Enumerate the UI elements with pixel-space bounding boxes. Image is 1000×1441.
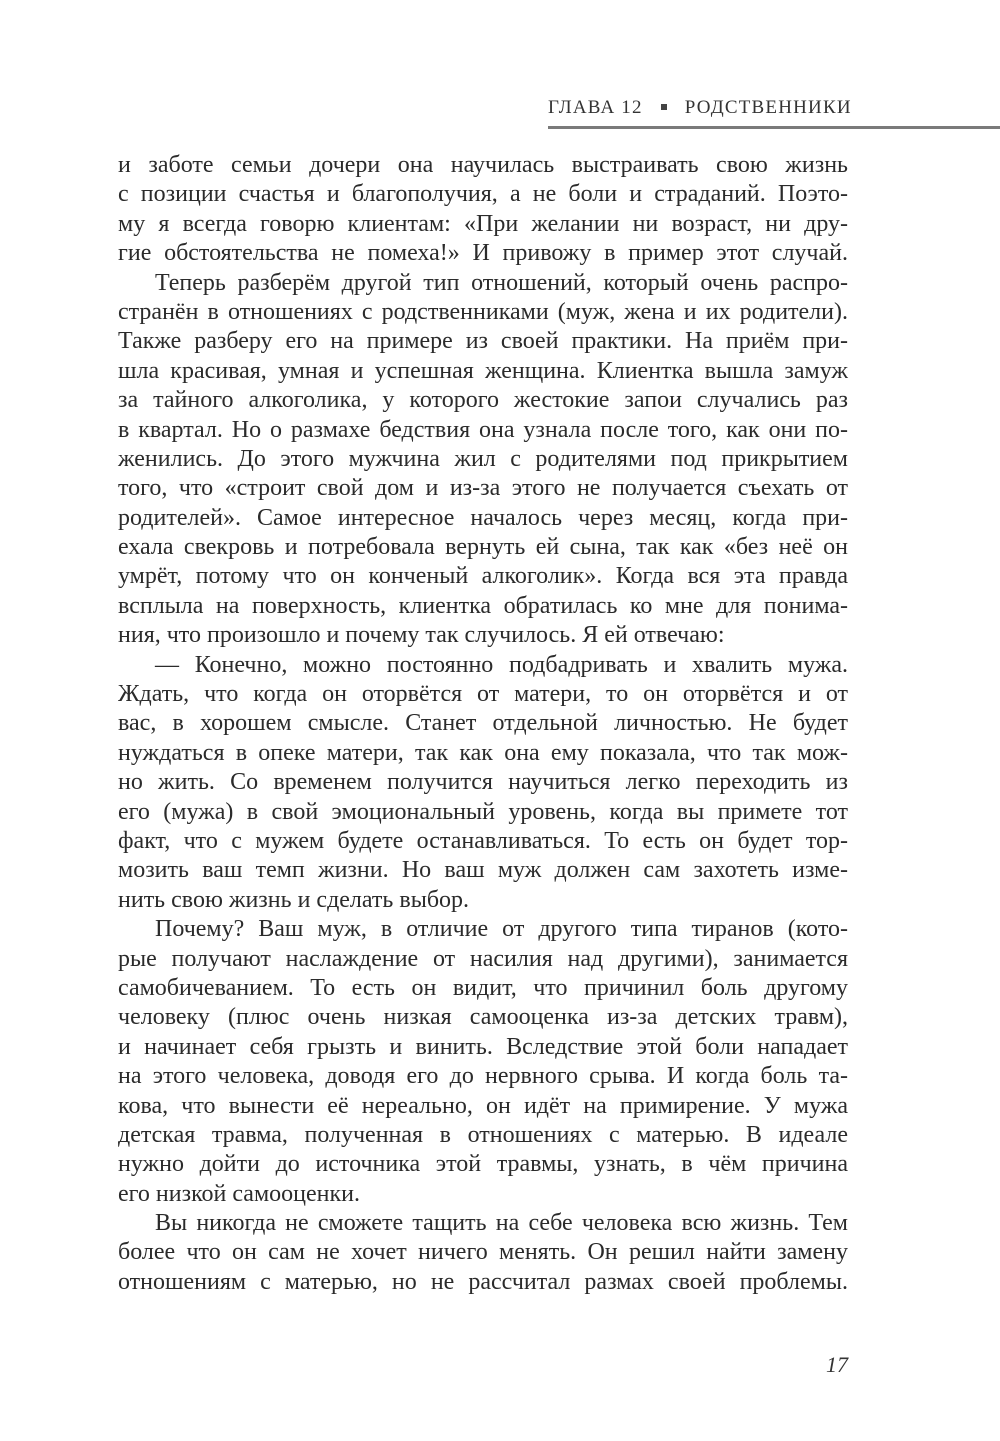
text-line: того, что «строит свой дом и из-за этого не получается съехать от [118,475,848,502]
text-line: ехала свекровь и потребовала вернуть ей сына, так как «без неё он [118,534,848,561]
text-line: Теперь разберём другой тип отношений, который очень распро- [155,269,848,296]
text-line: его (мужа) в свой эмоциональный уровень, когда вы примете тот [118,798,848,825]
text-line: нуждаться в опеке матери, так как она ему показала, что так мож- [118,739,848,766]
text-line: его низкой самооценки. [118,1180,360,1207]
text-line: нить свою жизнь и сделать выбор. [118,886,470,913]
text-line: умрёт, потому что он конченый алкоголик». Когда вся эта правда [118,563,848,590]
text-line: Вы никогда не сможете тащить на себе человека всю жизнь. Тем [155,1210,848,1237]
text-line: — Конечно, можно постоянно подбадривать и хвалить мужа. [155,651,848,678]
text-line: му я всегда говорю клиентам: «При желании ни возраст, ни дру- [118,210,848,237]
text-line: гие обстоятельства не помеха!» И привожу в пример этот случай. [118,240,848,267]
text-line: отношениям с матерью, но не рассчитал размах своей проблемы. [118,1268,848,1295]
text-line: на этого человека, доводя его до нервного срыва. И когда боль та- [118,1063,848,1090]
text-line: женились. До этого мужчина жил с родителями под прикрытием [118,445,848,472]
text-line: мозить ваш темп жизни. Но ваш муж должен сам захотеть изме- [118,857,848,884]
text-line: факт, что с мужем будете останавливаться. То есть он будет тор- [118,827,848,854]
text-line: странён в отношениях с родственниками (муж, жена и их родители). [118,298,848,325]
text-line: детская травма, полученная в отношениях с матерью. В идеале [118,1121,848,1148]
text-line: и заботе семьи дочери она научилась выстраивать свою жизнь [118,152,848,178]
chapter-label: ГЛАВА 12 [548,97,643,118]
body-text [118,151,848,1297]
text-line: Ждать, что когда он оторвётся от матери, то он оторвётся и от [118,681,848,708]
text-line: с позиции счастья и благополучия, а не боли и страданий. Поэто- [118,181,848,208]
separator-square-icon [661,104,667,110]
section-label: РОДСТВЕННИКИ [684,97,852,118]
text-line: и начинает себя грызть и винить. Вследствие этой боли нападает [118,1033,848,1060]
text-line: рые получают наслаждение от насилия над другими), занимается [118,945,848,972]
text-line: за тайного алкоголика, у которого жестокие запои случались раз [118,387,848,414]
text-line: человеку (плюс очень низкая самооценка из-за детских травм), [118,1004,848,1031]
header-rule [548,126,1000,129]
text-line: Также разберу его на примере из своей практики. На приём при- [118,328,848,355]
text-line: самобичеванием. То есть он видит, что причинил боль другому [118,974,848,1001]
text-line: Почему? Ваш муж, в отличие от другого типа тиранов (кото- [155,916,848,943]
text-line: более что он сам не хочет ничего менять. Он решил найти замену [118,1239,848,1266]
text-line: всплыла на поверхность, клиентка обратилась ко мне для понима- [118,592,848,619]
text-line: вас, в хорошем смысле. Станет отдельной личностью. Не будет [118,710,848,737]
text-line: шла красивая, умная и успешная женщина. Клиентка вышла замуж [118,357,848,384]
text-line: нужно дойти до источника этой травмы, узнать, в чём причина [118,1151,848,1178]
page-number: 17 [826,1352,848,1377]
text-line: кова, что вынести её нереально, он идёт на примирение. У мужа [118,1092,848,1119]
text-line: но жить. Со временем получится научиться легко переходить из [118,769,848,796]
running-header [548,97,852,119]
text-line: родителей». Самое интересное началось через месяц, когда при- [118,504,848,531]
text-line: в квартал. Но о размахе бедствия она узнала после того, как они по- [118,416,848,443]
text-line: ния, что произошло и почему так случилось. Я ей отвечаю: [118,622,725,649]
